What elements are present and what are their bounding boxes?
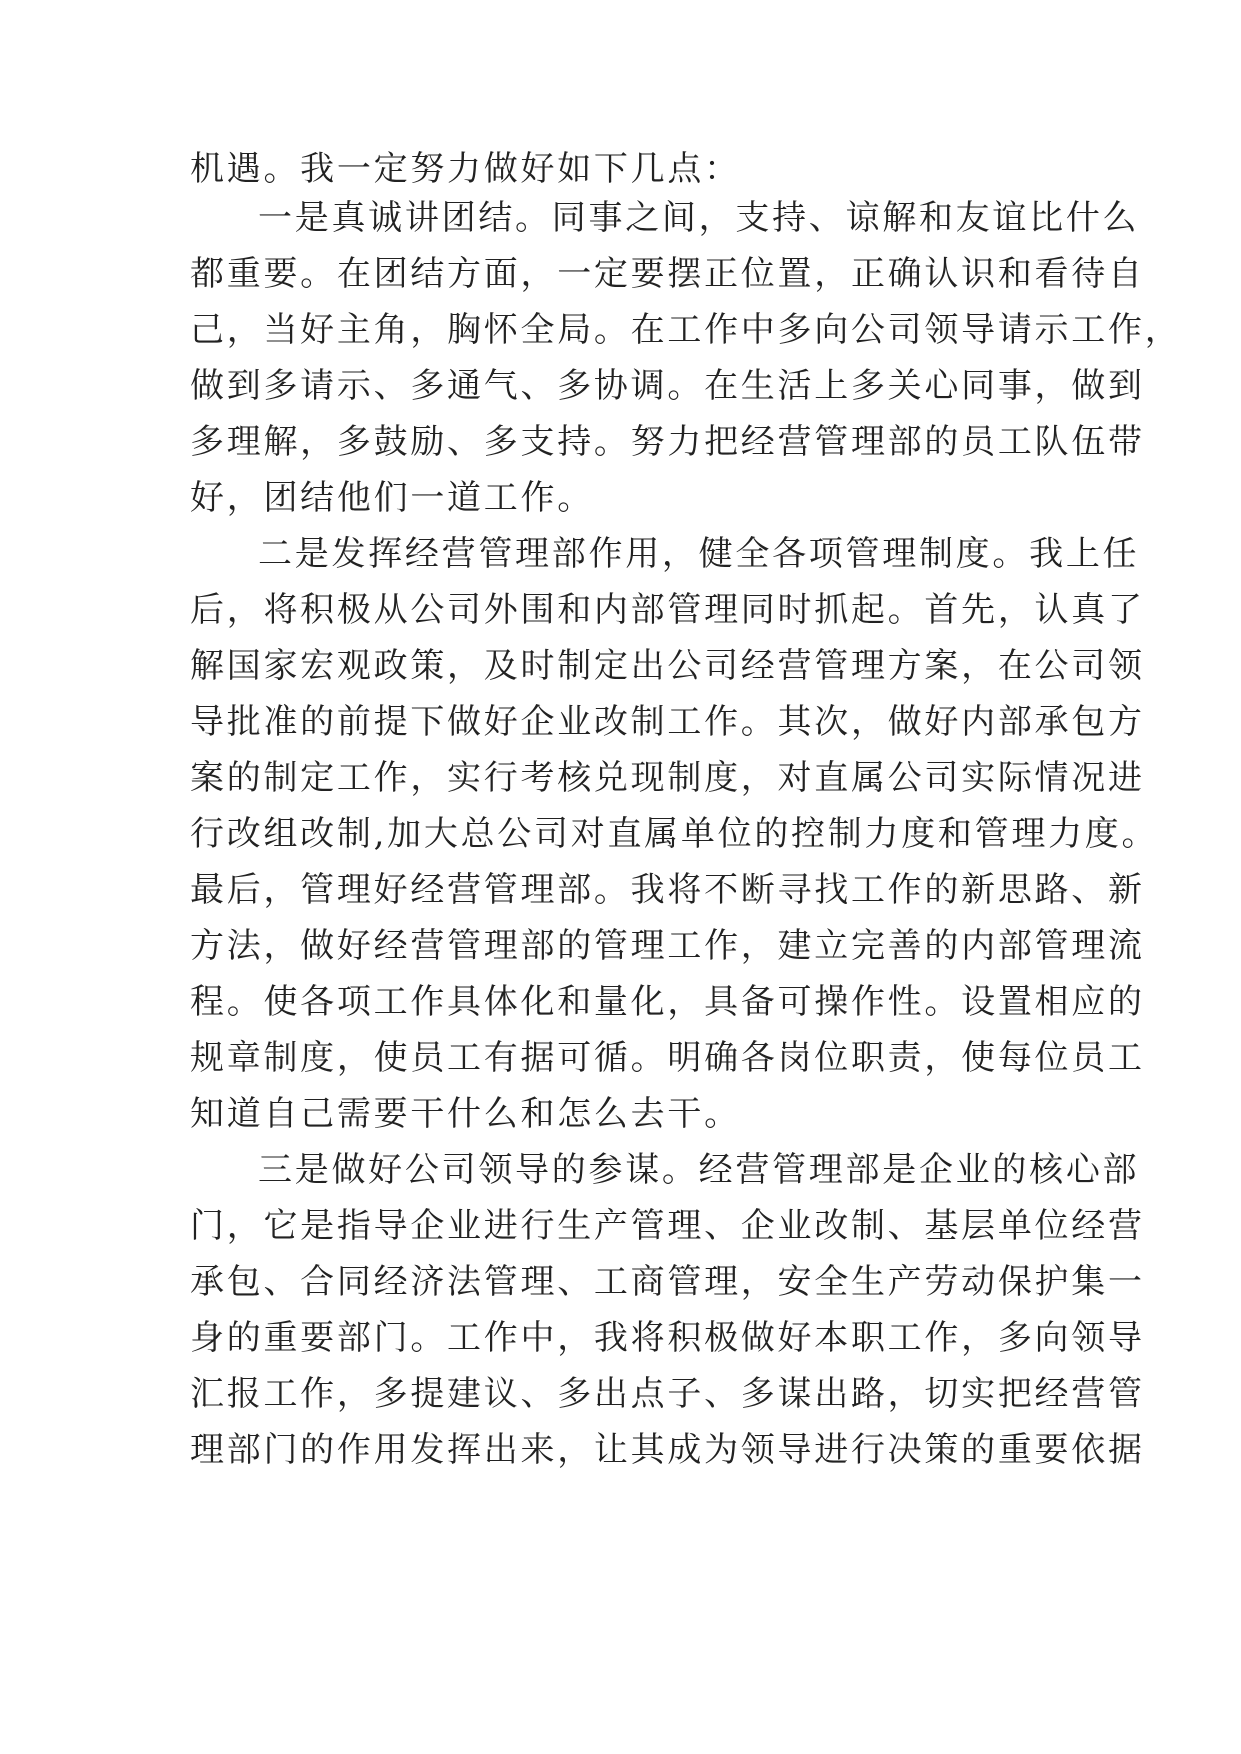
text-line: 最后，管理好经营管理部。我将不断寻找工作的新思路、新 (190, 870, 1145, 910)
text-line: 机遇。我一定努力做好如下几点： (190, 149, 741, 189)
text-line: 案的制定工作，实行考核兑现制度，对直属公司实际情况进 (190, 758, 1145, 798)
paragraph-first-line: 二是发挥经营管理部作用，健全各项管理制度。我上任 (258, 534, 1140, 574)
text-line: 汇报工作，多提建议、多出点子、多谋出路，切实把经营管 (190, 1374, 1145, 1414)
text-line: 好，团结他们一道工作。 (190, 478, 594, 518)
text-line: 多理解，多鼓励、多支持。努力把经营管理部的员工队伍带 (190, 422, 1145, 462)
text-line: 程。使各项工作具体化和量化，具备可操作性。设置相应的 (190, 982, 1145, 1022)
text-line: 都重要。在团结方面，一定要摆正位置，正确认识和看待自 (190, 254, 1145, 294)
paragraph-first-line: 三是做好公司领导的参谋。经营管理部是企业的核心部 (258, 1150, 1140, 1190)
text-line: 门，它是指导企业进行生产管理、企业改制、基层单位经营 (190, 1206, 1145, 1246)
text-line: 规章制度，使员工有据可循。明确各岗位职责，使每位员工 (190, 1038, 1145, 1078)
text-line: 理部门的作用发挥出来，让其成为领导进行决策的重要依据 (190, 1430, 1145, 1470)
text-line: 行改组改制,加大总公司对直属单位的控制力度和管理力度。 (190, 814, 1159, 854)
text-line: 方法，做好经营管理部的管理工作，建立完善的内部管理流 (190, 926, 1145, 966)
text-line: 解国家宏观政策，及时制定出公司经营管理方案，在公司领 (190, 646, 1145, 686)
text-line: 知道自己需要干什么和怎么去干。 (190, 1094, 741, 1134)
paragraph-first-line: 一是真诚讲团结。同事之间，支持、谅解和友谊比什么 (258, 198, 1140, 238)
text-line: 导批准的前提下做好企业改制工作。其次，做好内部承包方 (190, 702, 1145, 742)
text-line: 做到多请示、多通气、多协调。在生活上多关心同事，做到 (190, 366, 1145, 406)
text-line: 承包、合同经济法管理、工商管理，安全生产劳动保护集一 (190, 1262, 1145, 1302)
text-line: 身的重要部门。工作中，我将积极做好本职工作，多向领导 (190, 1318, 1145, 1358)
text-line: 己，当好主角，胸怀全局。在工作中多向公司领导请示工作， (190, 310, 1182, 350)
text-line: 后，将积极从公司外围和内部管理同时抓起。首先，认真了 (190, 590, 1145, 630)
